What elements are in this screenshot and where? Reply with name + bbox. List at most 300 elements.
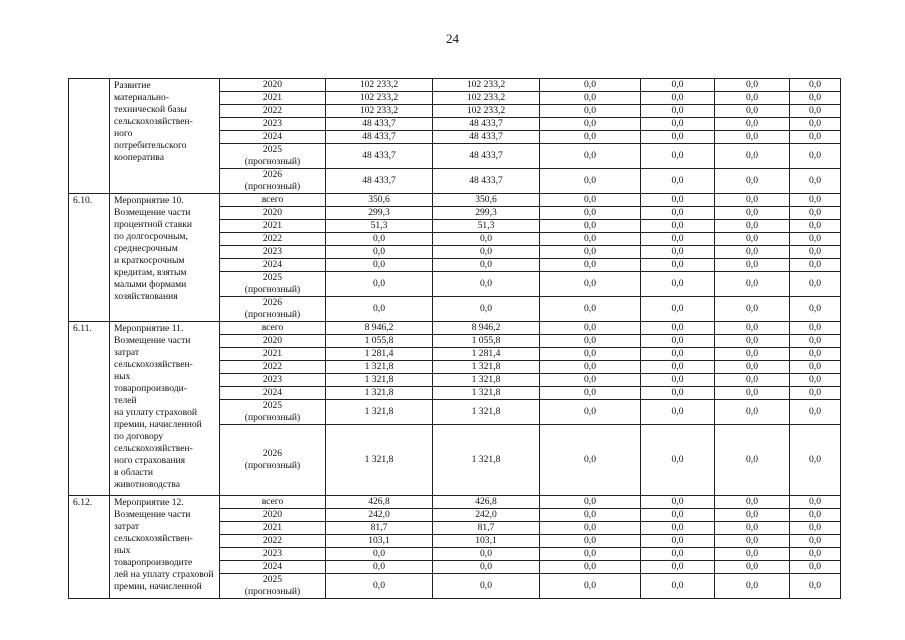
- value-cell: 48 433,7: [326, 144, 433, 169]
- value-cell: 0,0: [715, 272, 790, 297]
- year-label: всего: [261, 194, 284, 205]
- value-cell: 0,0: [641, 387, 715, 400]
- value-cell: 0,0: [715, 322, 790, 335]
- value-cell: 102 233,2: [326, 92, 433, 105]
- value-cell: 0,0: [790, 131, 841, 144]
- value-cell: 0,0: [641, 246, 715, 259]
- section-name-line: товаропроизводите: [114, 557, 193, 568]
- value-cell: 51,3: [433, 220, 540, 233]
- value-cell: 1 055,8: [326, 335, 433, 348]
- value-cell: 48 433,7: [326, 169, 433, 194]
- year-label: (прогнозный): [244, 460, 301, 471]
- value-cell: 0,0: [715, 118, 790, 131]
- value-cell: 0,0: [540, 233, 641, 246]
- value-cell: 81,7: [326, 522, 433, 535]
- section-name-line: на уплату страховой: [114, 407, 198, 418]
- value-cell: 0,0: [433, 259, 540, 272]
- value-cell: 0,0: [790, 335, 841, 348]
- year-cell: [220, 246, 326, 259]
- section-name-line: Возмещение части: [114, 509, 191, 520]
- value-cell: 242,0: [433, 509, 540, 522]
- year-cell: [220, 361, 326, 374]
- value-cell: 0,0: [790, 348, 841, 361]
- year-cell: [220, 522, 326, 535]
- value-cell: 1 321,8: [433, 361, 540, 374]
- value-cell: 0,0: [790, 496, 841, 509]
- value-cell: 0,0: [790, 425, 841, 496]
- section-name-line: премии, начисленной: [114, 419, 202, 430]
- value-cell: 0,0: [433, 548, 540, 561]
- value-cell: 0,0: [715, 105, 790, 118]
- year-label: 2023: [262, 118, 283, 129]
- value-cell: 0,0: [641, 361, 715, 374]
- value-cell: 0,0: [790, 207, 841, 220]
- value-cell: 1 321,8: [326, 361, 433, 374]
- section-name-line: Развитие: [114, 80, 151, 91]
- value-cell: 0,0: [790, 169, 841, 194]
- value-cell: 0,0: [641, 194, 715, 207]
- value-cell: 0,0: [715, 535, 790, 548]
- section-name-line: ных: [114, 545, 131, 556]
- value-cell: 0,0: [641, 574, 715, 599]
- value-cell: 0,0: [326, 272, 433, 297]
- value-cell: 242,0: [326, 509, 433, 522]
- year-cell: [220, 496, 326, 509]
- value-cell: 0,0: [715, 361, 790, 374]
- section-name-line: малыми формами: [114, 279, 187, 290]
- year-cell: [220, 105, 326, 118]
- value-cell: 102 233,2: [433, 92, 540, 105]
- value-cell: 0,0: [790, 509, 841, 522]
- section-name: [110, 79, 220, 194]
- value-cell: 1 321,8: [326, 387, 433, 400]
- table-body: [69, 79, 841, 599]
- value-cell: 0,0: [790, 561, 841, 574]
- year-label: 2025: [262, 144, 283, 155]
- section-name-line: материально-: [114, 92, 170, 103]
- value-cell: 0,0: [540, 194, 641, 207]
- value-cell: 0,0: [540, 169, 641, 194]
- year-cell: [220, 144, 326, 169]
- value-cell: 0,0: [540, 105, 641, 118]
- value-cell: 0,0: [326, 246, 433, 259]
- year-cell: [220, 387, 326, 400]
- value-cell: 103,1: [433, 535, 540, 548]
- value-cell: 0,0: [641, 272, 715, 297]
- value-cell: 0,0: [641, 496, 715, 509]
- value-cell: 8 946,2: [433, 322, 540, 335]
- value-cell: 0,0: [715, 169, 790, 194]
- year-label: (прогнозный): [244, 412, 301, 423]
- value-cell: 1 321,8: [433, 374, 540, 387]
- value-cell: 0,0: [641, 548, 715, 561]
- year-label: 2020: [262, 207, 283, 218]
- section-name-line: технической базы: [114, 104, 187, 115]
- value-cell: 0,0: [641, 335, 715, 348]
- section-name-line: сельскохозяйствен-: [114, 359, 193, 370]
- value-cell: 48 433,7: [433, 118, 540, 131]
- value-cell: 0,0: [540, 509, 641, 522]
- year-label: (прогнозный): [244, 156, 301, 167]
- year-cell: [220, 194, 326, 207]
- value-cell: 0,0: [790, 194, 841, 207]
- section-name-line: процентной ставки: [114, 219, 193, 230]
- value-cell: 0,0: [641, 259, 715, 272]
- year-cell: [220, 272, 326, 297]
- section-name-line: среднесрочным: [114, 243, 178, 254]
- value-cell: 0,0: [715, 144, 790, 169]
- year-label: 2021: [262, 220, 283, 231]
- section-name-line: кредитам, взятым: [114, 267, 187, 278]
- value-cell: 0,0: [540, 259, 641, 272]
- value-cell: 0,0: [790, 92, 841, 105]
- year-cell: [220, 259, 326, 272]
- year-label: (прогнозный): [244, 309, 301, 320]
- value-cell: 0,0: [540, 574, 641, 599]
- value-cell: 0,0: [641, 105, 715, 118]
- value-cell: 102 233,2: [326, 79, 433, 92]
- year-cell: [220, 322, 326, 335]
- year-cell: [220, 335, 326, 348]
- value-cell: 0,0: [641, 233, 715, 246]
- year-label: всего: [261, 322, 284, 333]
- value-cell: 0,0: [641, 144, 715, 169]
- value-cell: 0,0: [790, 233, 841, 246]
- value-cell: 0,0: [790, 548, 841, 561]
- value-cell: 0,0: [326, 233, 433, 246]
- value-cell: 0,0: [540, 548, 641, 561]
- value-cell: 0,0: [641, 374, 715, 387]
- year-label: 2026: [262, 297, 283, 308]
- value-cell: 0,0: [715, 348, 790, 361]
- table-row: [69, 194, 841, 207]
- value-cell: 0,0: [540, 220, 641, 233]
- year-cell: [220, 207, 326, 220]
- value-cell: 0,0: [715, 509, 790, 522]
- value-cell: 1 321,8: [326, 374, 433, 387]
- value-cell: 0,0: [540, 425, 641, 496]
- year-label: 2020: [262, 509, 283, 520]
- year-label: (прогнозный): [244, 284, 301, 295]
- value-cell: 0,0: [641, 348, 715, 361]
- value-cell: 48 433,7: [433, 144, 540, 169]
- value-cell: 0,0: [790, 387, 841, 400]
- value-cell: 0,0: [715, 79, 790, 92]
- value-cell: 0,0: [790, 246, 841, 259]
- value-cell: 0,0: [715, 246, 790, 259]
- value-cell: 0,0: [540, 207, 641, 220]
- value-cell: 0,0: [715, 522, 790, 535]
- value-cell: 0,0: [790, 574, 841, 599]
- year-label: 2024: [262, 259, 283, 270]
- value-cell: 0,0: [715, 425, 790, 496]
- section-name-line: премии, начисленной: [114, 581, 202, 592]
- value-cell: 0,0: [715, 335, 790, 348]
- value-cell: 0,0: [540, 322, 641, 335]
- section-number: 6.10.: [69, 194, 110, 322]
- section-name-line: хозяйствования: [114, 291, 178, 302]
- value-cell: 0,0: [641, 118, 715, 131]
- table-row: [69, 496, 841, 509]
- year-cell: [220, 348, 326, 361]
- value-cell: 1 055,8: [433, 335, 540, 348]
- value-cell: 0,0: [433, 246, 540, 259]
- value-cell: 0,0: [790, 361, 841, 374]
- value-cell: 0,0: [433, 297, 540, 322]
- year-cell: [220, 374, 326, 387]
- year-label: 2020: [262, 335, 283, 346]
- value-cell: 0,0: [540, 246, 641, 259]
- value-cell: 0,0: [715, 496, 790, 509]
- section-name-line: затрат: [114, 347, 140, 358]
- value-cell: 0,0: [540, 272, 641, 297]
- value-cell: 0,0: [326, 561, 433, 574]
- value-cell: 0,0: [790, 522, 841, 535]
- value-cell: 0,0: [790, 297, 841, 322]
- year-cell: [220, 574, 326, 599]
- section-name-line: телей: [114, 395, 137, 406]
- value-cell: 0,0: [433, 233, 540, 246]
- year-cell: [220, 79, 326, 92]
- section-name-line: товаропроизводи-: [114, 383, 187, 394]
- section-number: [69, 79, 110, 194]
- section-name: [110, 496, 220, 599]
- section-name-line: ных: [114, 371, 131, 382]
- value-cell: 0,0: [540, 561, 641, 574]
- year-cell: [220, 561, 326, 574]
- section-name-line: Возмещение части: [114, 207, 191, 218]
- year-label: 2022: [262, 361, 283, 372]
- value-cell: 0,0: [540, 361, 641, 374]
- section-name-line: Мероприятие 11.: [114, 323, 184, 334]
- value-cell: 0,0: [326, 297, 433, 322]
- value-cell: 0,0: [540, 496, 641, 509]
- value-cell: 0,0: [715, 561, 790, 574]
- value-cell: 0,0: [715, 131, 790, 144]
- value-cell: 0,0: [540, 79, 641, 92]
- page-number: 24: [446, 31, 459, 46]
- year-label: 2025: [262, 574, 283, 585]
- value-cell: 0,0: [326, 548, 433, 561]
- section-name-line: лей на уплату страховой: [114, 569, 214, 580]
- value-cell: 0,0: [790, 272, 841, 297]
- value-cell: 0,0: [715, 207, 790, 220]
- value-cell: 0,0: [641, 322, 715, 335]
- year-cell: [220, 535, 326, 548]
- section-name-line: Мероприятие 12.: [114, 497, 184, 508]
- value-cell: 0,0: [326, 574, 433, 599]
- year-label: 2025: [262, 400, 283, 411]
- year-label: 2026: [262, 169, 283, 180]
- section-number: 6.12.: [69, 496, 110, 599]
- value-cell: 0,0: [540, 92, 641, 105]
- value-cell: 0,0: [715, 92, 790, 105]
- value-cell: 48 433,7: [326, 118, 433, 131]
- value-cell: 1 321,8: [433, 425, 540, 496]
- year-cell: [220, 169, 326, 194]
- year-cell: [220, 400, 326, 425]
- value-cell: 0,0: [540, 131, 641, 144]
- year-label: 2022: [262, 233, 283, 244]
- value-cell: 0,0: [540, 374, 641, 387]
- value-cell: 0,0: [641, 509, 715, 522]
- value-cell: 299,3: [433, 207, 540, 220]
- year-cell: [220, 131, 326, 144]
- year-label: (прогнозный): [244, 181, 301, 192]
- value-cell: 0,0: [790, 259, 841, 272]
- section-name-line: и краткосрочным: [114, 255, 185, 266]
- year-cell: [220, 92, 326, 105]
- value-cell: 8 946,2: [326, 322, 433, 335]
- value-cell: 51,3: [326, 220, 433, 233]
- value-cell: 103,1: [326, 535, 433, 548]
- year-label: 2025: [262, 272, 283, 283]
- value-cell: 0,0: [641, 169, 715, 194]
- value-cell: 0,0: [540, 535, 641, 548]
- value-cell: 0,0: [433, 574, 540, 599]
- value-cell: 0,0: [715, 297, 790, 322]
- value-cell: 0,0: [641, 92, 715, 105]
- year-label: 2021: [262, 522, 283, 533]
- section-name-line: кооператива: [114, 152, 164, 163]
- value-cell: 0,0: [715, 387, 790, 400]
- section-name: [110, 322, 220, 496]
- value-cell: 299,3: [326, 207, 433, 220]
- year-label: 2022: [262, 535, 283, 546]
- section-name-line: ного страхования: [114, 455, 186, 466]
- year-cell: [220, 509, 326, 522]
- value-cell: 0,0: [715, 194, 790, 207]
- value-cell: 350,6: [433, 194, 540, 207]
- section-name: [110, 194, 220, 322]
- year-label: всего: [261, 496, 284, 507]
- section-name-line: затрат: [114, 521, 140, 532]
- section-name-line: ного: [114, 128, 133, 139]
- value-cell: 0,0: [790, 118, 841, 131]
- value-cell: 0,0: [790, 400, 841, 425]
- value-cell: 0,0: [715, 233, 790, 246]
- value-cell: 0,0: [433, 561, 540, 574]
- value-cell: 0,0: [790, 79, 841, 92]
- value-cell: 81,7: [433, 522, 540, 535]
- value-cell: 0,0: [540, 118, 641, 131]
- section-name-line: по долгосрочным,: [114, 231, 188, 242]
- section-name-line: по договору: [114, 431, 164, 442]
- value-cell: 0,0: [715, 574, 790, 599]
- year-cell: [220, 220, 326, 233]
- value-cell: 0,0: [641, 522, 715, 535]
- value-cell: 1 321,8: [326, 425, 433, 496]
- value-cell: 0,0: [641, 207, 715, 220]
- year-cell: [220, 548, 326, 561]
- value-cell: 48 433,7: [433, 169, 540, 194]
- value-cell: 0,0: [715, 259, 790, 272]
- year-label: 2023: [262, 548, 283, 559]
- year-cell: [220, 233, 326, 246]
- year-label: 2024: [262, 561, 283, 572]
- value-cell: 0,0: [790, 144, 841, 169]
- value-cell: 0,0: [641, 131, 715, 144]
- value-cell: 1 281,4: [326, 348, 433, 361]
- year-cell: [220, 425, 326, 496]
- value-cell: 102 233,2: [326, 105, 433, 118]
- value-cell: 0,0: [715, 220, 790, 233]
- value-cell: 0,0: [540, 387, 641, 400]
- value-cell: 0,0: [540, 522, 641, 535]
- year-label: 2026: [262, 448, 283, 459]
- table-row: [69, 322, 841, 335]
- value-cell: 1 321,8: [433, 387, 540, 400]
- section-name-line: Возмещение части: [114, 335, 191, 346]
- value-cell: 0,0: [641, 535, 715, 548]
- year-label: 2023: [262, 246, 283, 257]
- budget-table: [68, 78, 841, 599]
- year-label: 2020: [262, 79, 283, 90]
- value-cell: 0,0: [540, 348, 641, 361]
- year-label: (прогнозный): [244, 586, 301, 597]
- value-cell: 48 433,7: [326, 131, 433, 144]
- value-cell: 0,0: [641, 425, 715, 496]
- value-cell: 0,0: [790, 220, 841, 233]
- table-row: [69, 79, 841, 92]
- value-cell: 1 321,8: [433, 400, 540, 425]
- value-cell: 426,8: [326, 496, 433, 509]
- year-cell: [220, 118, 326, 131]
- section-name-line: в области: [114, 467, 153, 478]
- value-cell: 0,0: [540, 335, 641, 348]
- year-label: 2022: [262, 105, 283, 116]
- value-cell: 0,0: [715, 374, 790, 387]
- value-cell: 0,0: [790, 105, 841, 118]
- value-cell: 102 233,2: [433, 79, 540, 92]
- value-cell: 0,0: [790, 535, 841, 548]
- value-cell: 102 233,2: [433, 105, 540, 118]
- section-name-line: животноводства: [114, 479, 180, 490]
- section-name-line: сельскохозяйствен-: [114, 116, 193, 127]
- value-cell: 0,0: [326, 259, 433, 272]
- value-cell: 1 321,8: [326, 400, 433, 425]
- value-cell: 0,0: [540, 400, 641, 425]
- value-cell: 0,0: [715, 400, 790, 425]
- section-name-line: сельскохозяйствен-: [114, 443, 193, 454]
- value-cell: 1 281,4: [433, 348, 540, 361]
- value-cell: 0,0: [641, 79, 715, 92]
- value-cell: 0,0: [641, 561, 715, 574]
- value-cell: 0,0: [715, 548, 790, 561]
- value-cell: 0,0: [641, 297, 715, 322]
- value-cell: 0,0: [540, 144, 641, 169]
- year-label: 2021: [262, 348, 283, 359]
- section-name-line: Мероприятие 10.: [114, 195, 184, 206]
- value-cell: 0,0: [641, 400, 715, 425]
- section-name-line: потребительского: [114, 140, 187, 151]
- year-cell: [220, 297, 326, 322]
- value-cell: 0,0: [540, 297, 641, 322]
- value-cell: 0,0: [641, 220, 715, 233]
- section-number: 6.11.: [69, 322, 110, 496]
- year-label: 2024: [262, 387, 283, 398]
- year-label: 2024: [262, 131, 283, 142]
- value-cell: 0,0: [433, 272, 540, 297]
- section-name-line: сельскохозяйствен-: [114, 533, 193, 544]
- year-label: 2021: [262, 92, 283, 103]
- year-label: 2023: [262, 374, 283, 385]
- value-cell: 0,0: [790, 322, 841, 335]
- value-cell: 350,6: [326, 194, 433, 207]
- value-cell: 48 433,7: [433, 131, 540, 144]
- value-cell: 426,8: [433, 496, 540, 509]
- value-cell: 0,0: [790, 374, 841, 387]
